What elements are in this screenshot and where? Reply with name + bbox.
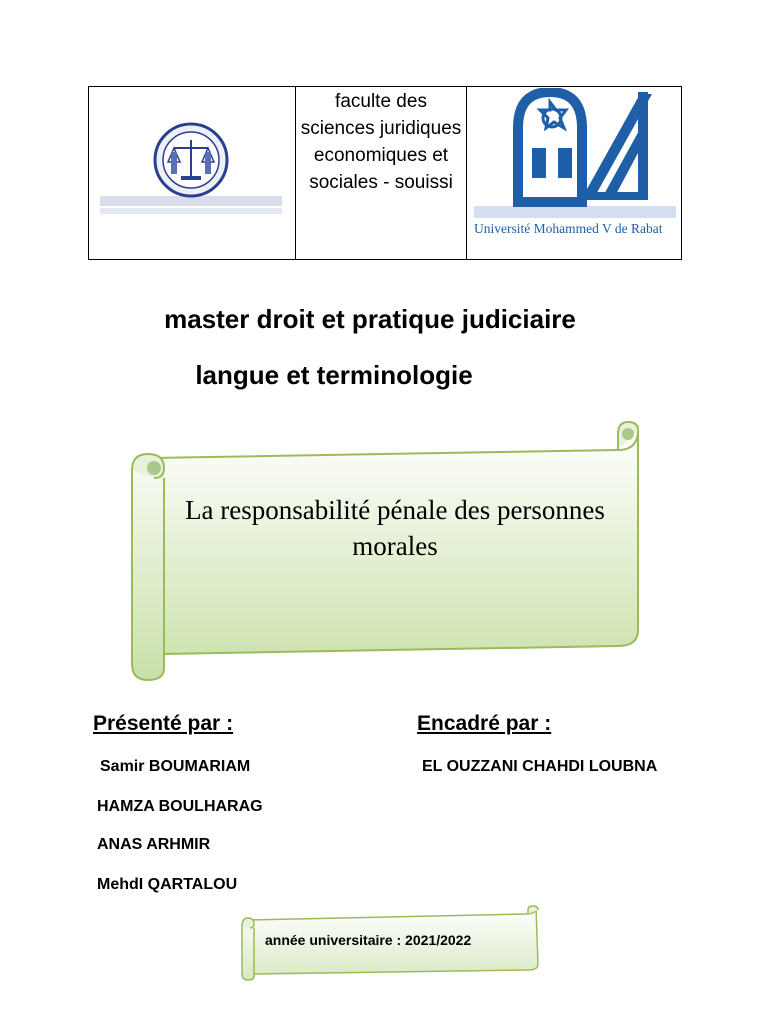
faculty-logo-arabic-text [100,196,282,206]
presenter-name-2: HAMZA BOULHARAG [97,798,263,815]
presenter-name-3: ANAS ARHMIR [97,836,211,853]
academic-year: année universitaire : 2021/2022 [265,932,472,948]
presenter-name-4: MehdI QARTALOU [97,876,238,893]
table-divider-1 [295,86,296,260]
table-left-border [88,86,89,260]
presented-by-label: Présenté par : [93,712,234,735]
course-title: langue et terminologie [195,360,473,390]
table-divider-2 [466,86,467,260]
university-logo-french-text: Université Mohammed V de Rabat [474,221,663,236]
presenter-name-1: Samir BOUMARIAM [100,758,251,775]
subject-title: La responsabilité pénale des personnes morales [185,495,605,561]
faculty-logo-french-text [100,208,282,214]
supervised-by-label: Encadré par : [417,712,552,735]
table-top-border [88,86,682,87]
faculty-name: faculte des sciences juridiques economiques et sociales - souissi [300,91,462,193]
table-right-border [681,86,682,260]
supervisor-name: EL OUZZANI CHAHDI LOUBNA [422,758,658,775]
program-title: master droit et pratique judiciaire [164,304,576,334]
table-bottom-border [88,259,682,260]
university-logo-arabic-text [474,206,676,218]
